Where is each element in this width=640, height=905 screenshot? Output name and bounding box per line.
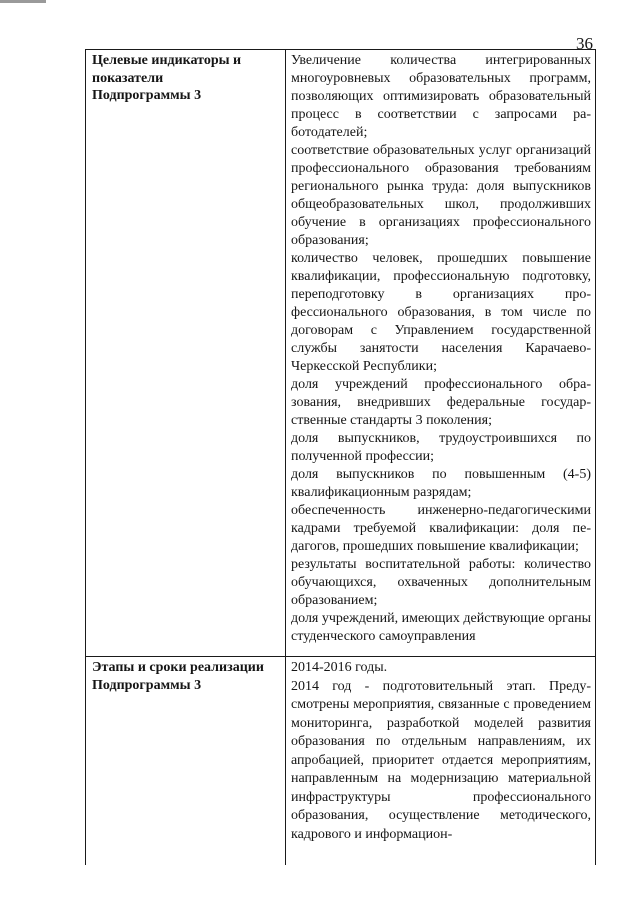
stage-paragraph: 2014 год - подготовительный этап. Предусмотрены мероприятия, связанные с проведением мониторинга, разработкой моделей развития образования по отдельным направлениям, их апробацией, приоритет отдается мероприятиям, направленным на модернизацию материальной инфраструктуры профессионального образования, осуществление методического, кадрового и информацион- <box>291 678 591 842</box>
scan-edge-mark <box>0 0 46 3</box>
row-label-line: показатели <box>92 70 164 86</box>
indicator-paragraph: обеспеченность инженерно-педагогическими кадрами требуемой квалификации: доля педагогов, прошедших повышение квалификации; <box>291 503 591 554</box>
table-row <box>85 49 596 657</box>
row-label-line: Целевые индикаторы и <box>92 53 242 68</box>
indicator-paragraph: доля учреждений профессионального образования, внедривших федеральные государственные стандарты 3 поколения; <box>291 377 591 428</box>
row-content <box>291 659 591 844</box>
row-label <box>92 52 280 105</box>
indicator-paragraph: доля учреждений, имеющих действующие органы студенческого самоуправления <box>291 611 591 644</box>
indicator-paragraph: доля выпускников, трудоустроившихся по полученной профессии; <box>291 431 591 464</box>
page-number: 36 <box>576 34 593 53</box>
row-label <box>92 659 280 694</box>
indicator-paragraph: количество человек, прошедших повышение квалификации, профессиональную подготовку, переподготовку в организациях профессионального образования, в том числе по договорам с Управлением государственной службы занятости населения Карачаево-Черкесской Республики; <box>291 251 591 374</box>
row-label-line: Этапы и сроки реализации <box>92 660 264 675</box>
indicator-paragraph: Увеличение количества интегрированных многоуровневых образовательных программ, позволяющих оптимизировать образовательный процесс в соответствии с запросами работодателей; <box>291 53 591 140</box>
row-label-line: Подпрограммы 3 <box>92 677 202 693</box>
indicator-paragraph: доля выпускников по повышенным (4-5) квалификационным разрядам; <box>291 467 591 500</box>
column-divider <box>285 657 286 865</box>
table-row <box>85 656 596 865</box>
column-divider <box>285 50 286 656</box>
row-label-line: Подпрограммы 3 <box>92 88 202 103</box>
stage-paragraph: 2014-2016 годы. <box>291 660 388 675</box>
indicator-paragraph: результаты воспитательной работы: количество обучающихся, охваченных дополнительным образованием; <box>291 557 591 608</box>
row-content <box>291 52 591 646</box>
indicator-paragraph: соответствие образовательных услуг организаций профессионального образования требованиям регионального рынка труда: доля выпускников общеобразовательных школ, продолживших обучение в организациях профессионального образования; <box>291 143 591 248</box>
